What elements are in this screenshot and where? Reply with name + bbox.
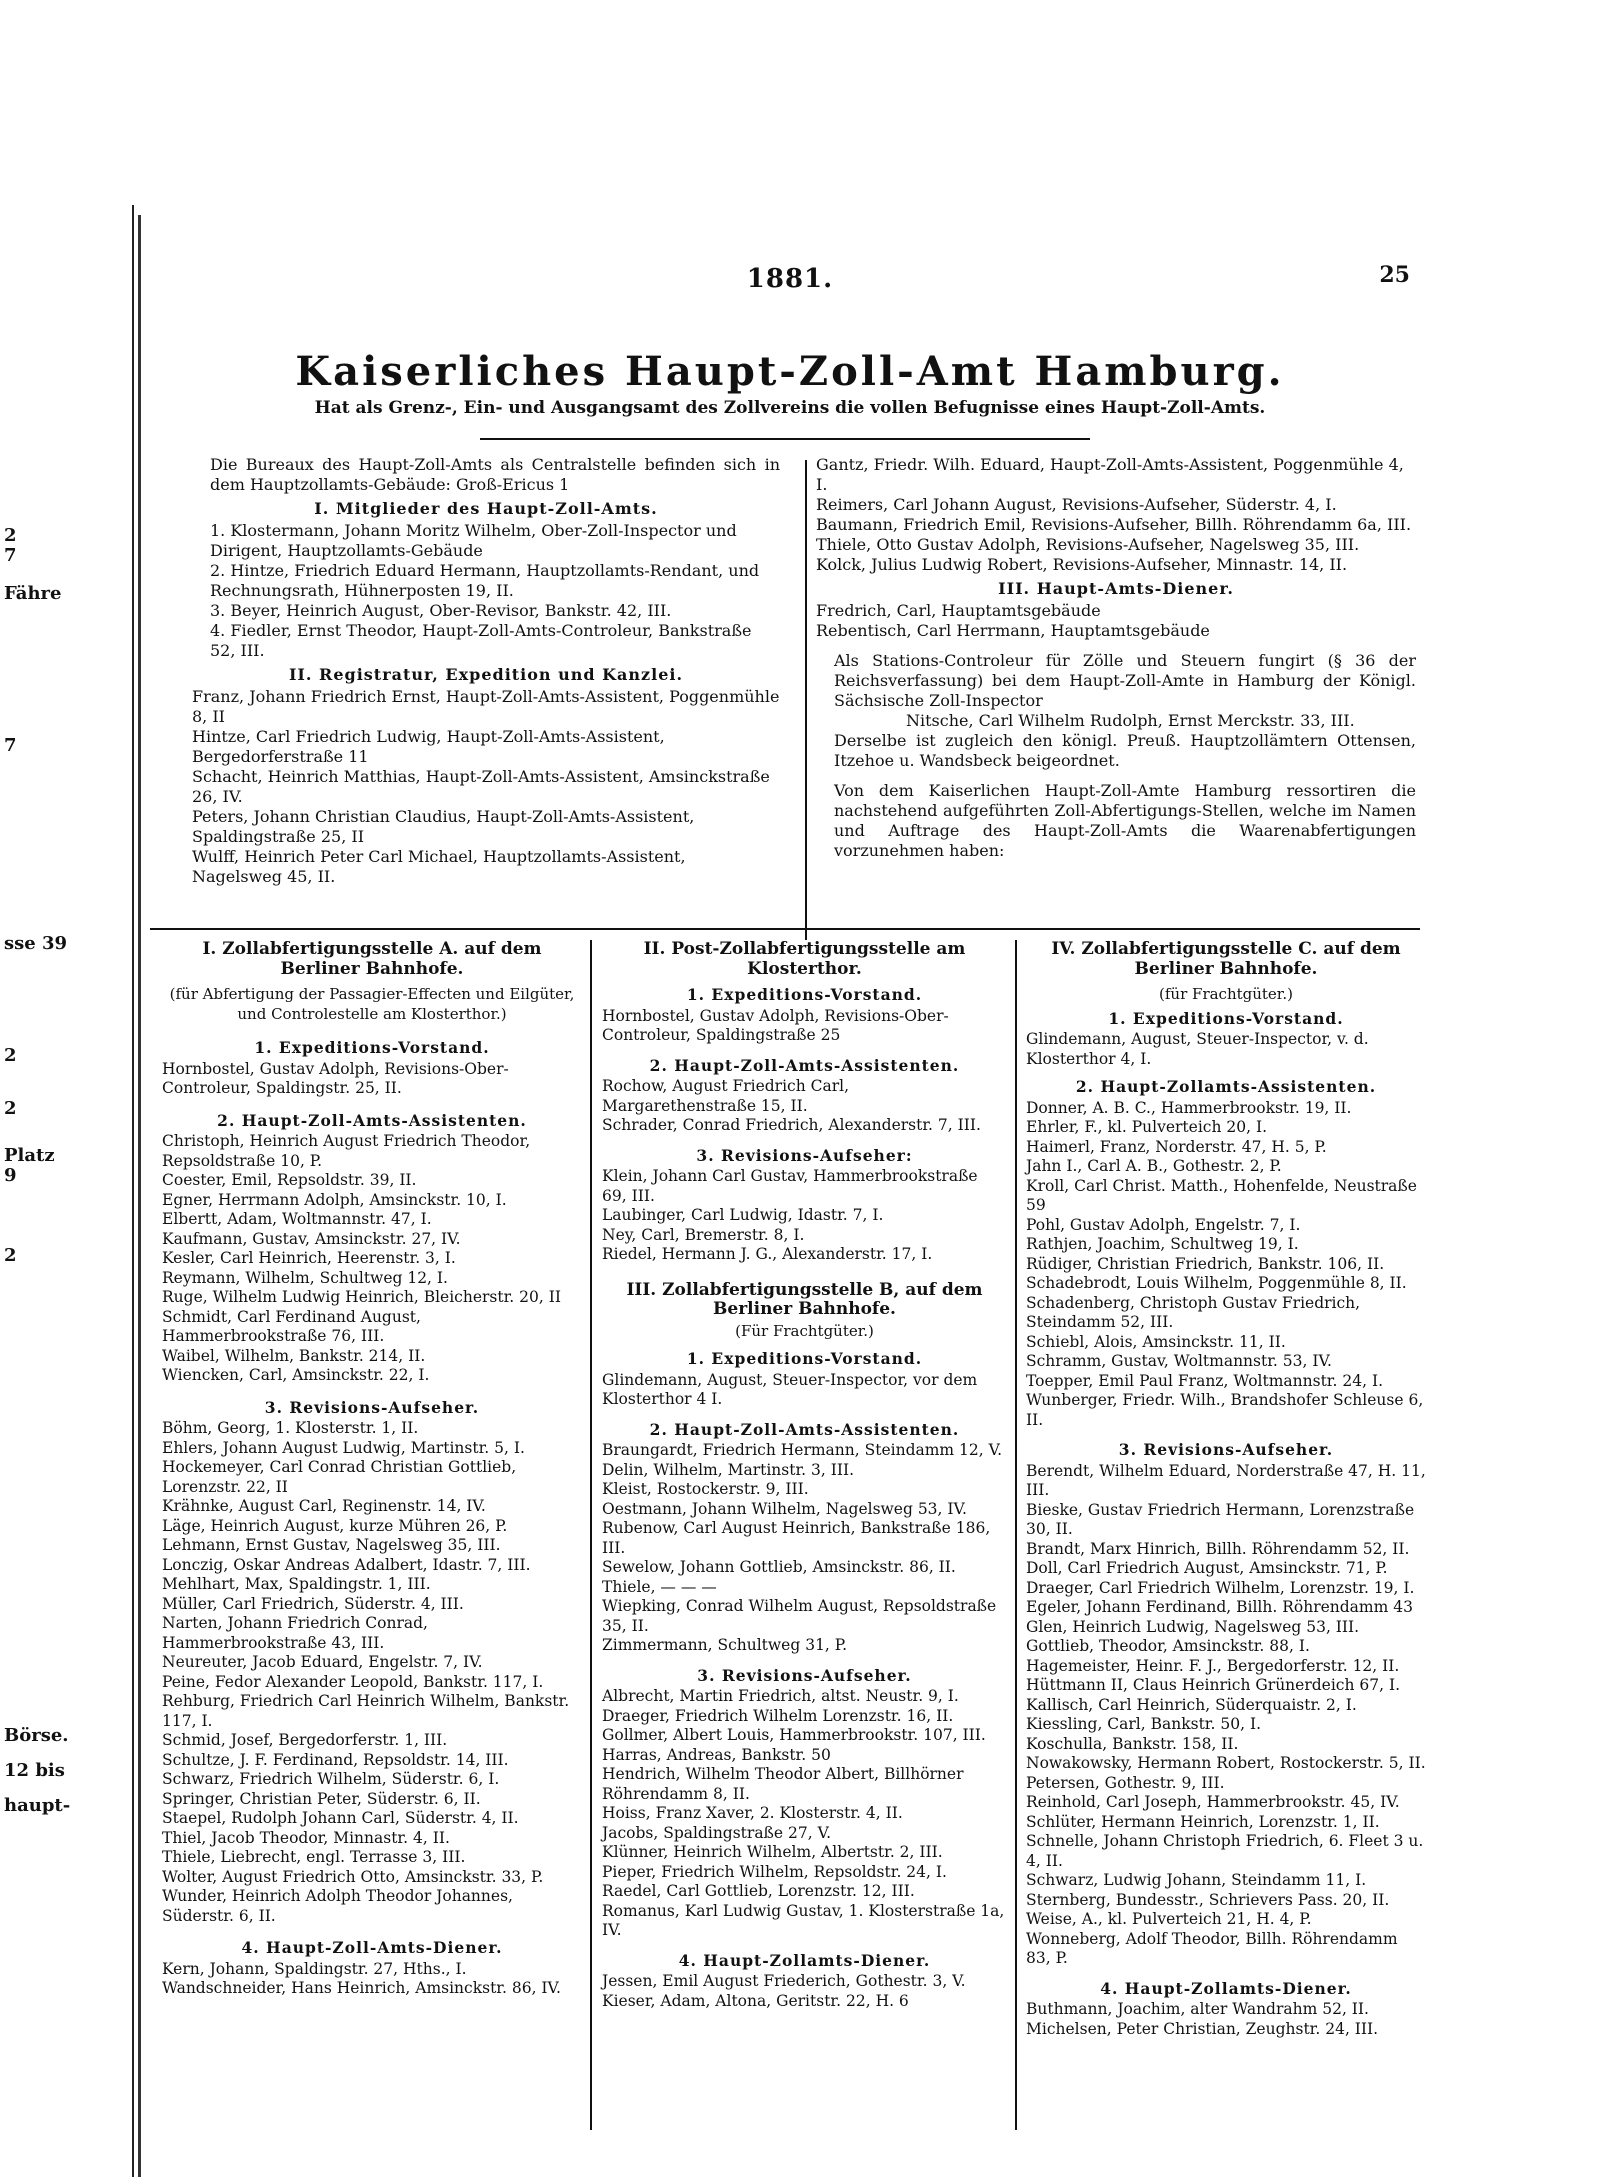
margin-text: 7 xyxy=(4,735,17,756)
sub-heading: 4. Haupt-Zoll-Amts-Diener. xyxy=(241,1938,503,1957)
column-note: (Für Frachtgüter.) xyxy=(735,1321,874,1340)
list-item: Doll, Carl Friedrich August, Amsinckstr. 71, P. xyxy=(1026,1559,1388,1577)
column-c xyxy=(1026,938,1426,2039)
list-item: 2. Hintze, Friedrich Eduard Hermann, Hauptzollamts-Rendant, und Rechnungsrath, Hühnerposten 19, II. xyxy=(210,561,760,600)
list-item: Hornbostel, Gustav Adolph, Revisions-Ober-Controleur, Spaldingstr. 25, II. xyxy=(162,1059,509,1097)
column-divider xyxy=(590,940,592,2130)
list-item: Pohl, Gustav Adolph, Engelstr. 7, I. xyxy=(1026,1215,1301,1234)
column-heading: III. Zollabfertigungsstelle B, auf dem Berliner Bahnhofe. xyxy=(626,1279,983,1319)
list-item: Wonneberg, Adolf Theodor, Billh. Röhrendamm 83, P. xyxy=(1026,1929,1398,1967)
list-item: Glindemann, August, Steuer-Inspector, v. d. Klosterthor 4, I. xyxy=(1026,1030,1369,1068)
list-item: Kaufmann, Gustav, Amsinckstr. 27, IV. xyxy=(162,1229,461,1248)
top-left-section xyxy=(192,455,780,887)
list-item: Rehburg, Friedrich Carl Heinrich Wilhelm, Bankstr. 117, I. xyxy=(162,1692,570,1730)
list-item: Schultze, J. F. Ferdinand, Repsoldstr. 14, III. xyxy=(162,1750,509,1769)
page-year: 1881. xyxy=(746,264,834,294)
list-item: Zimmermann, Schultweg 31, P. xyxy=(602,1636,847,1654)
list-item: Gantz, Friedr. Wilh. Eduard, Haupt-Zoll-Amts-Assistent, Poggenmühle 4, I. xyxy=(816,455,1404,494)
list-item: Lehmann, Ernst Gustav, Nagelsweg 35, III. xyxy=(162,1536,501,1554)
list-item: Narten, Johann Friedrich Conrad, Hammerbrookstraße 43, III. xyxy=(162,1614,428,1652)
list-item: Wolter, August Friedrich Otto, Amsinckstr. 33, P. xyxy=(162,1867,544,1886)
list-item: Wiepking, Conrad Wilhelm August, Repsoldstraße 35, II. xyxy=(602,1597,997,1635)
list-item: Pieper, Friedrich Wilhelm, Repsoldstr. 24, I. xyxy=(602,1862,947,1881)
sub-heading: 3. Revisions-Aufseher. xyxy=(264,1397,480,1417)
margin-text: Fähre xyxy=(4,583,62,604)
list-item: Schadenberg, Christoph Gustav Friedrich, Steindamm 52, III. xyxy=(1026,1293,1361,1331)
list-item: Hockemeyer, Carl Conrad Christian Gottlieb, Lorenzstr. 22, II xyxy=(162,1458,517,1496)
list-item: Wunberger, Friedr. Wilh., Brandshofer Schleuse 6, II. xyxy=(1026,1391,1424,1429)
section-heading: III. Haupt-Amts-Diener. xyxy=(998,579,1234,598)
column-a xyxy=(162,938,582,1999)
margin-text: 2 xyxy=(4,525,17,546)
list-item: Thiele, Liebrecht, engl. Terrasse 3, III. xyxy=(162,1848,466,1866)
list-item: Schwarz, Ludwig Johann, Steindamm 11, I. xyxy=(1026,1871,1367,1889)
list-item: Braungardt, Friedrich Hermann, Steindamm 12, V. xyxy=(602,1441,1003,1459)
list-item: Toepper, Emil Paul Franz, Woltmannstr. 24, I. xyxy=(1026,1371,1383,1390)
margin-text: 9 xyxy=(4,1165,17,1186)
list-item: Hendrich, Wilhelm Theodor Albert, Billhörner Röhrendamm 8, II. xyxy=(602,1765,964,1803)
list-item: Wandschneider, Hans Heinrich, Amsinckstr. 86, IV. xyxy=(162,1979,561,1997)
margin-text: Börse. xyxy=(4,1725,69,1746)
margin-text: 2 xyxy=(4,1045,17,1066)
list-item: Hüttmann II, Claus Heinrich Grünerdeich 67, I. xyxy=(1026,1676,1401,1694)
list-item: Schramm, Gustav, Woltmannstr. 53, IV. xyxy=(1026,1352,1332,1370)
list-item: Schwarz, Friedrich Wilhelm, Süderstr. 6, I. xyxy=(162,1770,500,1788)
list-item: Böhm, Georg, 1. Klosterstr. 1, II. xyxy=(162,1419,419,1437)
margin-text: 2 xyxy=(4,1098,17,1119)
list-item: Hagemeister, Heinr. F. J., Bergedorferstr. 12, II. xyxy=(1026,1656,1400,1675)
list-item: Riedel, Hermann J. G., Alexanderstr. 17, I. xyxy=(602,1245,933,1263)
list-item: Rüdiger, Christian Friedrich, Bankstr. 106, II. xyxy=(1026,1254,1385,1273)
list-item: Rathjen, Joachim, Schultweg 19, I. xyxy=(1026,1235,1299,1253)
section-rule xyxy=(150,928,1420,930)
list-item: Ruge, Wilhelm Ludwig Heinrich, Bleicherstr. 20, II xyxy=(162,1288,561,1306)
list-item: Kieser, Adam, Altona, Geritstr. 22, H. 6 xyxy=(602,1991,909,2010)
list-item: Harras, Andreas, Bankstr. 50 xyxy=(602,1745,831,1764)
list-item: 4. Fiedler, Ernst Theodor, Haupt-Zoll-Amts-Controleur, Bankstraße 52, III. xyxy=(210,621,752,660)
list-item: Elbertt, Adam, Woltmannstr. 47, I. xyxy=(162,1210,432,1228)
note-text: Derselbe ist zugleich den königl. Preuß. Hauptzollämtern Ottensen, Itzehoe u. Wandsbeck beigeordnet. xyxy=(834,731,1416,770)
list-item: Reinhold, Carl Joseph, Hammerbrookstr. 45, IV. xyxy=(1026,1793,1400,1811)
sub-heading: 1. Expeditions-Vorstand. xyxy=(686,985,923,1004)
column-divider xyxy=(805,460,807,940)
list-item: Thiel, Jacob Theodor, Minnastr. 4, II. xyxy=(162,1828,450,1847)
list-item: Reymann, Wilhelm, Schultweg 12, I. xyxy=(162,1268,448,1287)
list-item: Egeler, Johann Ferdinand, Billh. Röhrendamm 43 xyxy=(1026,1598,1413,1616)
list-item: Thiele, Otto Gustav Adolph, Revisions-Aufseher, Nagelsweg 35, III. xyxy=(816,535,1360,554)
list-item: Baumann, Friedrich Emil, Revisions-Aufseher, Billh. Röhrendamm 6a, III. xyxy=(816,515,1412,534)
list-item: Ehlers, Johann August Ludwig, Martinstr. 5, I. xyxy=(162,1438,525,1457)
note-text: Als Stations-Controleur für Zölle und Steuern fungirt (§ 36 der Reichsverfassung) bei dem Haupt-Zoll-Amte in Hamburg der Königl. Sächsische Zoll-Inspector xyxy=(834,651,1416,710)
margin-text: 2 xyxy=(4,1245,17,1266)
list-item: Schiebl, Alois, Amsinckstr. 11, II. xyxy=(1026,1332,1286,1351)
sub-heading: 4. Haupt-Zollamts-Diener. xyxy=(678,1950,931,1970)
list-item: Kleist, Rostockerstr. 9, III. xyxy=(602,1480,809,1498)
previous-page-margin xyxy=(0,205,134,2177)
list-item: Rochow, August Friedrich Carl, Margarethenstraße 15, II. xyxy=(602,1077,850,1115)
list-item: Christoph, Heinrich August Friedrich Theodor, Repsoldstraße 10, P. xyxy=(162,1132,531,1170)
list-item: Draeger, Friedrich Wilhelm Lorenzstr. 16, II. xyxy=(602,1706,954,1725)
list-item: Hornbostel, Gustav Adolph, Revisions-Ober-Controleur, Spaldingstraße 25 xyxy=(602,1006,949,1044)
list-item: Schmidt, Carl Ferdinand August, Hammerbrookstraße 76, III. xyxy=(162,1307,421,1345)
list-item: Romanus, Karl Ludwig Gustav, 1. Klosterstraße 1a, IV. xyxy=(602,1901,1005,1939)
section-heading: II. Registratur, Expedition und Kanzlei. xyxy=(288,665,684,684)
list-item: Peters, Johann Christian Claudius, Haupt-Zoll-Amts-Assistent, Spaldingstraße 25, II xyxy=(192,807,695,846)
page-title: Kaiserliches Haupt-Zoll-Amt Hamburg. xyxy=(295,348,1285,395)
list-item: Rubenow, Carl August Heinrich, Bankstraße 186, III. xyxy=(602,1519,991,1557)
sub-heading: 3. Revisions-Aufseher: xyxy=(696,1145,913,1165)
list-item: Schrader, Conrad Friedrich, Alexanderstr. 7, III. xyxy=(602,1116,981,1134)
list-item: Kallisch, Carl Heinrich, Süderquaistr. 2, I. xyxy=(1026,1695,1357,1714)
list-item: Lonczig, Oskar Andreas Adalbert, Idastr. 7, III. xyxy=(162,1555,531,1574)
column-heading: II. Post-Zollabfertigungsstelle am Klosterthor. xyxy=(643,939,966,979)
list-item: Kolck, Julius Ludwig Robert, Revisions-Aufseher, Minnastr. 14, II. xyxy=(816,555,1348,574)
list-item: Sewelow, Johann Gottlieb, Amsinckstr. 86, II. xyxy=(602,1558,956,1576)
title-rule xyxy=(480,438,1090,440)
note-name: Nitsche, Carl Wilhelm Rudolph, Ernst Merckstr. 33, III. xyxy=(906,711,1355,730)
list-item: 1. Klostermann, Johann Moritz Wilhelm, Ober-Zoll-Inspector und Dirigent, Hauptzollamts-Gebäude xyxy=(210,521,737,560)
list-item: Weise, A., kl. Pulverteich 21, H. 4, P. xyxy=(1026,1910,1312,1928)
list-item: Müller, Carl Friedrich, Süderstr. 4, III. xyxy=(162,1594,464,1613)
list-item: Haimerl, Franz, Norderstr. 47, H. 5, P. xyxy=(1026,1137,1327,1156)
list-item: Ney, Carl, Bremerstr. 8, I. xyxy=(602,1225,805,1244)
list-item: Staepel, Rudolph Johann Carl, Süderstr. 4, II. xyxy=(162,1809,519,1827)
list-item: Wiencken, Carl, Amsinckstr. 22, I. xyxy=(162,1366,430,1384)
list-item: Buthmann, Joachim, alter Wandrahm 52, II. xyxy=(1026,2000,1369,2018)
sub-heading: 1. Expeditions-Vorstand. xyxy=(1108,1008,1344,1028)
list-item: Mehlhart, Max, Spaldingstr. 1, III. xyxy=(162,1575,431,1593)
list-item: Albrecht, Martin Friedrich, altst. Neustr. 9, I. xyxy=(602,1687,959,1705)
sub-heading: 2. Haupt-Zoll-Amts-Assistenten. xyxy=(217,1110,527,1130)
list-item: Draeger, Carl Friedrich Wilhelm, Lorenzstr. 19, I. xyxy=(1026,1578,1415,1597)
column-divider xyxy=(1015,940,1017,2130)
list-item: Thiele, — — — xyxy=(602,1577,717,1596)
list-item: Peine, Fedor Alexander Leopold, Bankstr. 117, I. xyxy=(162,1672,544,1691)
sub-heading: 2. Haupt-Zollamts-Assistenten. xyxy=(1075,1077,1377,1096)
note-text: Von dem Kaiserlichen Haupt-Zoll-Amte Hamburg ressortiren die nachstehend aufgeführten Zoll-Abfertigungs-Stellen, welche im Namen und Auftrage des Haupt-Zoll-Amts die Waarenabfertigungen vorzunehmen haben: xyxy=(834,781,1416,860)
list-item: Berendt, Wilhelm Eduard, Norderstraße 47, H. 11, III. xyxy=(1026,1461,1426,1499)
list-item: Glindemann, August, Steuer-Inspector, vor dem Klosterthor 4 I. xyxy=(602,1370,978,1408)
sub-heading: 1. Expeditions-Vorstand. xyxy=(254,1038,490,1057)
intro-text: Die Bureaux des Haupt-Zoll-Amts als Centralstelle befinden sich in dem Hauptzollamts-Gebäude: Groß-Ericus 1 xyxy=(210,455,780,494)
list-item: Raedel, Carl Gottlieb, Lorenzstr. 12, III. xyxy=(602,1882,915,1900)
list-item: Schmid, Josef, Bergedorferstr. 1, III. xyxy=(162,1731,448,1749)
list-item: Schadebrodt, Louis Wilhelm, Poggenmühle 8, II. xyxy=(1026,1274,1407,1292)
list-item: Klünner, Heinrich Wilhelm, Albertstr. 2, III. xyxy=(602,1843,943,1861)
list-item: Neureuter, Jacob Eduard, Engelstr. 7, IV. xyxy=(162,1653,483,1671)
list-item: Coester, Emil, Repsoldstr. 39, II. xyxy=(162,1171,417,1189)
sub-heading: 3. Revisions-Aufseher. xyxy=(1118,1440,1334,1459)
list-item: Wulff, Heinrich Peter Carl Michael, Hauptzollamts-Assistent, Nagelsweg 45, II. xyxy=(192,847,686,886)
page-number: 25 xyxy=(1379,262,1410,288)
margin-text: 7 xyxy=(4,545,17,566)
section-heading: I. Mitglieder des Haupt-Zoll-Amts. xyxy=(314,499,658,518)
sub-heading: 4. Haupt-Zollamts-Diener. xyxy=(1100,1978,1352,1998)
list-item: Hoiss, Franz Xaver, 2. Klosterstr. 4, II. xyxy=(602,1804,903,1822)
list-item: Kroll, Carl Christ. Matth., Hohenfelde, Neustraße 59 xyxy=(1026,1176,1417,1214)
list-item: Glen, Heinrich Ludwig, Nagelsweg 53, III. xyxy=(1026,1617,1360,1636)
list-item: Laubinger, Carl Ludwig, Idastr. 7, I. xyxy=(602,1206,884,1224)
column-heading: I. Zollabfertigungsstelle A. auf dem Berliner Bahnhofe. xyxy=(202,939,542,979)
page-edge xyxy=(138,215,141,2177)
list-item: Fredrich, Carl, Hauptamtsgebäude xyxy=(816,601,1101,620)
margin-text: sse 39 xyxy=(4,933,68,954)
list-item: Kern, Johann, Spaldingstr. 27, Hths., I. xyxy=(162,1959,467,1978)
list-item: Schnelle, Johann Christoph Friedrich, 6. Fleet 3 u. 4, II. xyxy=(1026,1832,1424,1870)
list-item: Donner, A. B. C., Hammerbrookstr. 19, II. xyxy=(1026,1098,1352,1117)
list-item: Jahn I., Carl A. B., Gothestr. 2, P. xyxy=(1026,1157,1282,1175)
list-item: 3. Beyer, Heinrich August, Ober-Revisor, Bankstr. 42, III. xyxy=(210,601,672,620)
list-item: Jacobs, Spaldingstraße 27, V. xyxy=(602,1823,831,1842)
sub-heading: 3. Revisions-Aufseher. xyxy=(697,1665,912,1685)
list-item: Oestmann, Johann Wilhelm, Nagelsweg 53, IV. xyxy=(602,1499,967,1518)
column-heading: IV. Zollabfertigungsstelle C. auf dem Berliner Bahnhofe. xyxy=(1051,939,1401,979)
list-item: Brandt, Marx Hinrich, Billh. Röhrendamm 52, II. xyxy=(1026,1539,1410,1558)
margin-text: Platz xyxy=(4,1145,55,1166)
list-item: Gollmer, Albert Louis, Hammerbrookstr. 107, III. xyxy=(602,1726,986,1744)
list-item: Hintze, Carl Friedrich Ludwig, Haupt-Zoll-Amts-Assistent, Bergedorferstraße 11 xyxy=(192,727,665,766)
list-item: Springer, Christian Peter, Süderstr. 6, II. xyxy=(162,1789,481,1808)
list-item: Waibel, Wilhelm, Bankstr. 214, II. xyxy=(162,1346,426,1365)
list-item: Läge, Heinrich August, kurze Mühren 26, P. xyxy=(162,1516,508,1535)
list-item: Kesler, Carl Heinrich, Heerenstr. 3, I. xyxy=(162,1249,456,1267)
column-b xyxy=(602,938,1007,2011)
list-item: Wunder, Heinrich Adolph Theodor Johannes, Süderstr. 6, II. xyxy=(162,1887,513,1925)
list-item: Schlüter, Hermann Heinrich, Lorenzstr. 1, II. xyxy=(1026,1812,1380,1831)
margin-text: 12 bis xyxy=(4,1760,65,1781)
top-right-section xyxy=(816,455,1416,861)
list-item: Krähnke, August Carl, Reginenstr. 14, IV. xyxy=(162,1497,486,1515)
list-item: Klein, Johann Carl Gustav, Hammerbrookstraße 69, III. xyxy=(602,1167,978,1205)
list-item: Sternberg, Bundesstr., Schrievers Pass. 20, II. xyxy=(1026,1890,1390,1909)
list-item: Nowakowsky, Hermann Robert, Rostockerstr. 5, II. xyxy=(1026,1754,1426,1772)
page-subtitle: Hat als Grenz-, Ein- und Ausgangsamt des Zollvereins die vollen Befugnisse eines Haupt-Zoll-Amts. xyxy=(314,398,1266,418)
list-item: Ehrler, F., kl. Pulverteich 20, I. xyxy=(1026,1118,1268,1136)
list-item: Michelsen, Peter Christian, Zeughstr. 24, III. xyxy=(1026,2019,1379,2038)
list-item: Egner, Herrmann Adolph, Amsinckstr. 10, I. xyxy=(162,1190,507,1209)
list-item: Jessen, Emil August Friederich, Gothestr. 3, V. xyxy=(602,1972,966,1990)
list-item: Schacht, Heinrich Matthias, Haupt-Zoll-Amts-Assistent, Amsinckstraße 26, IV. xyxy=(192,767,770,806)
list-item: Reimers, Carl Johann August, Revisions-Aufseher, Süderstr. 4, I. xyxy=(816,495,1337,514)
column-note: (für Frachtgüter.) xyxy=(1159,985,1293,1003)
document-page xyxy=(150,250,1430,2150)
list-item: Petersen, Gothestr. 9, III. xyxy=(1026,1773,1225,1792)
list-item: Franz, Johann Friedrich Ernst, Haupt-Zoll-Amts-Assistent, Poggenmühle 8, II xyxy=(192,687,780,726)
margin-text: haupt- xyxy=(4,1795,71,1816)
sub-heading: 2. Haupt-Zoll-Amts-Assistenten. xyxy=(649,1419,960,1439)
list-item: Koschulla, Bankstr. 158, II. xyxy=(1026,1734,1239,1753)
list-item: Gottlieb, Theodor, Amsinckstr. 88, I. xyxy=(1026,1637,1310,1655)
sub-heading: 1. Expeditions-Vorstand. xyxy=(686,1349,923,1368)
list-item: Bieske, Gustav Friedrich Hermann, Lorenzstraße 30, II. xyxy=(1026,1500,1415,1538)
column-note: (für Abfertigung der Passagier-Effecten und Eilgüter, und Controlestelle am Klosterthor.) xyxy=(169,985,575,1023)
list-item: Delin, Wilhelm, Martinstr. 3, III. xyxy=(602,1460,855,1479)
list-item: Kiessling, Carl, Bankstr. 50, I. xyxy=(1026,1715,1261,1733)
list-item: Rebentisch, Carl Herrmann, Hauptamtsgebäude xyxy=(816,621,1210,640)
sub-heading: 2. Haupt-Zoll-Amts-Assistenten. xyxy=(649,1055,960,1075)
